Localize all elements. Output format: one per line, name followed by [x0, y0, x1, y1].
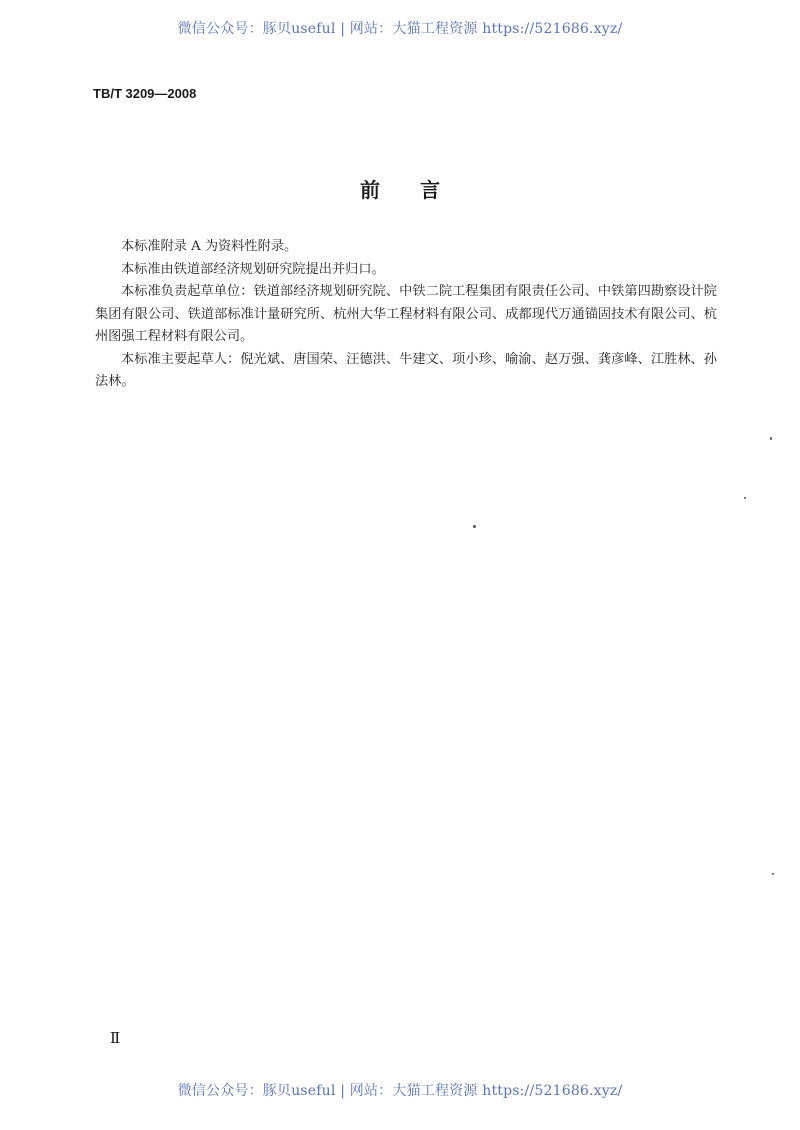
paragraph-drafting-units: 本标准负责起草单位：铁道部经济规划研究院、中铁二院工程集团有限责任公司、中铁第四勘察设计院集团有限公司、铁道部标准计量研究所、杭州大华工程材料有限公司、成都现代万通锚固技术有限公司、杭州图强工程材料有限公司。 [95, 284, 717, 344]
watermark-top: 微信公众号：豚贝useful | 网站：大猫工程资源 https://521686.xyz/ [177, 21, 623, 37]
watermark-bottom: 微信公众号：豚贝useful | 网站：大猫工程资源 https://521686.xyz/ [177, 1083, 623, 1099]
scan-speck [473, 525, 476, 528]
standard-code: TB/T 3209—2008 [93, 86, 197, 101]
foreword-body [95, 236, 717, 394]
scan-speck [770, 437, 772, 440]
paragraph-drafters: 本标准主要起草人：倪光斌、唐国荣、汪德洪、牛建文、项小珍、喻渝、赵万强、龚彦峰、江胜林、孙法林。 [95, 351, 717, 389]
scan-speck [744, 497, 746, 499]
scan-speck [772, 873, 774, 875]
paragraph-proposer: 本标准由铁道部经济规划研究院提出并归口。 [121, 261, 385, 277]
paragraph-appendix: 本标准附录 A 为资料性附录。 [121, 239, 298, 254]
page-number: Ⅱ [110, 1029, 121, 1047]
page-title: 前言 [360, 178, 480, 202]
